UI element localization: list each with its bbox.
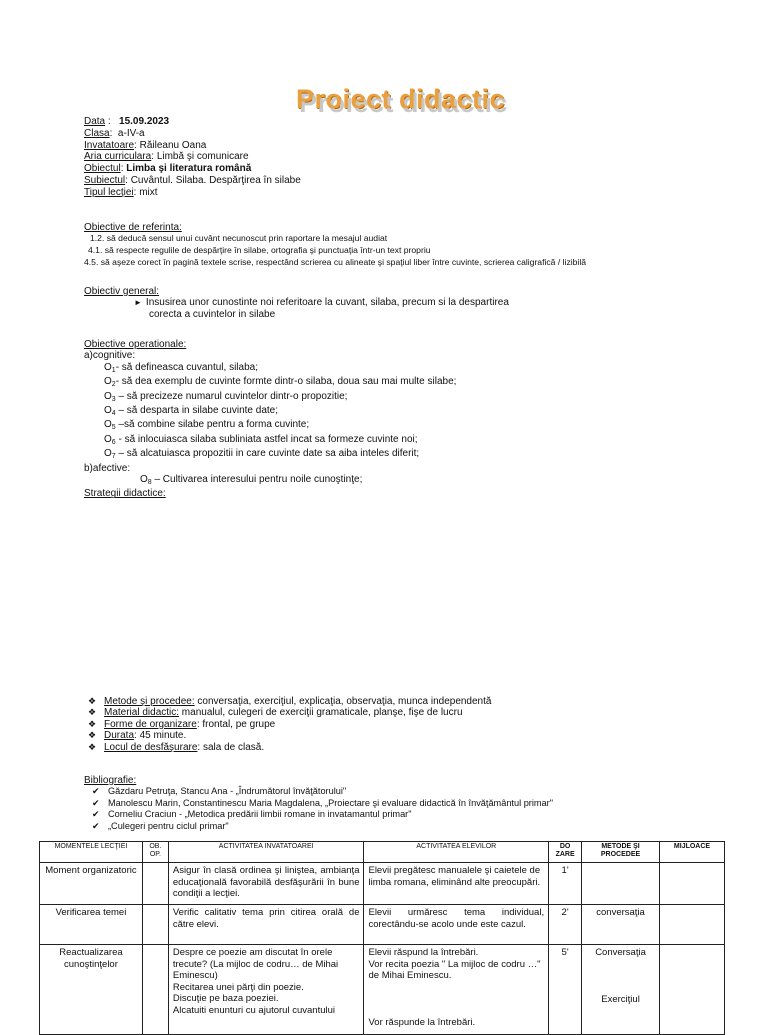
diamond-bullet-icon: ❖ — [88, 718, 97, 729]
meta-value: Cuvântul. Silaba. Despărţirea în silabe — [130, 174, 301, 186]
table-cell: Conversaţia Exerciţiul — [582, 945, 660, 1035]
page-title: Proiect didactic — [296, 84, 506, 114]
bibliografie — [84, 775, 553, 832]
column-header: MIJLOACE — [660, 842, 725, 863]
meta-value: mixt — [139, 186, 158, 198]
table-cell: Reactualizarea cunoştinţelor — [40, 945, 143, 1035]
meta-tipul-row: Tipul lecţiei: mixt — [84, 186, 158, 198]
afective-label: b)afective: — [84, 462, 131, 474]
table-cell: 2' — [549, 905, 582, 945]
section-heading: Obiectiv general: — [84, 286, 160, 297]
lesson-meta — [84, 116, 301, 199]
list-item: ❖ Locul de desfăşurare: sala de clasă. — [88, 741, 265, 753]
column-header: ACTIVITATEA ELEVILOR — [364, 842, 549, 863]
table-cell: 5' — [549, 945, 582, 1035]
table-cell — [660, 905, 725, 945]
cognitive-item: $O_1-$ să defineasca cuvantul, silaba; — [104, 361, 258, 374]
column-header: METODE ŞI PROCEDEE — [582, 842, 660, 863]
obiective-operationale — [84, 339, 456, 500]
table-cell: Elevii urmăresc tema individual, corectându-se acolo unde este cazul. — [364, 905, 549, 945]
column-header: ACTIVITATEA INVATATOAREI — [168, 842, 364, 863]
check-bullet-icon: ✔ — [92, 809, 100, 820]
list-item: ✔ Manolescu Marin, Constantinescu Maria Magdalena, „Proiectare şi evaluare didactică în învăţământul primar" — [92, 797, 553, 808]
referinta-item: 1.2. să deducă sensul unui cuvânt necunoscut prin raportare la mesajul audiat — [90, 233, 388, 244]
column-header: MOMENTELE LECŢIEI — [40, 842, 143, 863]
meta-clasa-row: Clasa: a-IV-a — [84, 127, 145, 139]
diamond-bullet-icon: ❖ — [88, 696, 97, 706]
list-item: ✔ Găzdaru Petruţa, Stancu Ana - „Îndrumătorul învăţătorului" — [92, 786, 347, 797]
list-item: ✔ „Culegeri pentru ciclul primar" — [92, 820, 229, 831]
meta-label: Aria curriculara — [84, 151, 152, 163]
cognitive-item: $O_2-$ să dea exemplu de cuvinte formte dintr-o silaba, doua sau mai multe silabe; — [104, 376, 457, 389]
table-cell: Moment organizatoric — [40, 863, 143, 905]
strategii-list — [88, 696, 491, 753]
meta-value: 15.09.2023 — [119, 116, 170, 127]
table-cell: Elevii răspund la întrebări. Vor recita poezia " La mijloc de codru …" de Mihai Eminescu. Vor răspunde la întrebări. — [364, 945, 549, 1035]
list-item: ❖ Forme de organizare: frontal, pe grupe — [88, 718, 276, 730]
meta-value: Limba şi literatura română — [126, 163, 252, 175]
cognitive-list — [84, 362, 456, 463]
referinta-item: 4.5. să aşeze corect în pagină textele scrise, respectând scrierea cu alineate şi spaţiul liber între cuvinte, scrierea caligrafică / lizibilă — [84, 256, 587, 267]
table-header-row — [40, 842, 725, 863]
table-cell — [660, 863, 725, 905]
meta-subiectul-row: Subiectul: Cuvântul. Silaba. Despărţirea în silabe — [84, 174, 301, 186]
table-cell: Verific calitativ tema prin citirea orală de către elevi. — [168, 905, 364, 945]
cognitive-item: $O_5$ –să combine silabe pentru a forma cuvinte; — [104, 419, 310, 432]
meta-value: Limbă şi comunicare — [156, 151, 249, 163]
meta-label: Subiectul — [84, 174, 126, 186]
obiectiv-general-text: corecta a cuvintelor in silabe — [149, 308, 276, 320]
cognitive-item: $O_3$ – să precizeze numarul cuvintelor dintr-o propozitie; — [104, 390, 348, 403]
obiectiv-general — [84, 286, 509, 320]
meta-obiectul-row: Obiectul: Limba şi literatura română — [84, 163, 252, 175]
obiective-referinta — [84, 222, 586, 268]
table-row — [40, 863, 725, 905]
meta-label: Clasa — [84, 127, 110, 139]
table-cell: conversaţia — [582, 905, 660, 945]
cognitive-item: $O_6$ - să inlocuiasca silaba subliniata astfel incat sa formeze cuvinte noi; — [104, 433, 418, 446]
column-header: OB. OP. — [142, 842, 168, 863]
diamond-bullet-icon: ❖ — [88, 707, 97, 718]
lesson-table — [39, 841, 725, 1035]
diamond-bullet-icon: ❖ — [88, 730, 97, 741]
meta-label: Invatatoare — [84, 139, 135, 151]
meta-data-row: Data : 15.09.2023 — [84, 116, 170, 127]
afective-item: $O_8$ – Cultivarea interesului pentru noile cunoştinţe; — [140, 474, 363, 487]
table-row — [40, 945, 725, 1035]
table-cell: Verificarea temei — [40, 905, 143, 945]
check-bullet-icon: ✔ — [92, 786, 100, 797]
triangle-bullet-icon: ► — [134, 298, 142, 308]
check-bullet-icon: ✔ — [92, 820, 100, 831]
cognitive-item: $O_7$ – să alcatuiasca propozitii in care cuvinte date sa aiba inteles diferit; — [104, 448, 420, 461]
list-item: ✔ Corneliu Craciun - „Metodica predării limbii romane in invatamantul primar" — [92, 809, 412, 820]
strategii-heading: Strategii didactice: — [84, 488, 166, 500]
meta-value: Răileanu Oana — [139, 139, 207, 151]
check-bullet-icon: ✔ — [92, 797, 100, 808]
table-cell — [142, 863, 168, 905]
meta-label: Tipul lecţiei — [84, 186, 134, 198]
list-item: ❖ Material didactic: manualul, culegeri de exerciţii gramaticale, planşe, fişe de lucru — [88, 707, 463, 719]
list-item: ❖ Metode şi procedee: conversaţia, exerciţiul, explicaţia, observaţia, munca independentă — [88, 696, 492, 707]
table-cell — [142, 945, 168, 1035]
meta-aria-row: Aria curriculara: Limbă şi comunicare — [84, 151, 249, 163]
cognitive-item: $O_4$ – să desparta in silabe cuvinte date; — [104, 405, 279, 418]
table-cell: Asigur în clasă ordinea şi liniştea, ambianţa educaţională favorabilă desfăşurării în bune condiţii a lecţiei. — [168, 863, 364, 905]
column-header: DO ZARE — [549, 842, 582, 863]
cognitive-label: a)cognitive: — [84, 350, 136, 362]
meta-invatatoare-row: Invatatoare: Răileanu Oana — [84, 139, 207, 151]
table-cell — [660, 945, 725, 1035]
meta-label: Data — [84, 116, 106, 127]
obiectiv-general-text: Insusirea unor cunostinte noi referitoare la cuvant, silaba, precum si la despartirea — [145, 297, 509, 309]
meta-label: Obiectul — [84, 163, 121, 175]
table-cell: 1' — [549, 863, 582, 905]
table-cell: Elevii pregătesc manualele şi caietele de limba romana, eliminând alte preocupări. — [364, 863, 549, 905]
referinta-item: 4.1. să respecte regulile de despărţire în silabe, ortografia şi punctuaţia într-un text propriu — [88, 245, 431, 255]
table-cell: Despre ce poezie am discutat în orele trecute? (La mijloc de codru… de Mihai Eminescu) Recitarea unei părţi din poezie. Discuţie pe baza poeziei. Alcatuiti enunturi cu ajutorul cuvantului — [168, 945, 364, 1035]
meta-value: a-IV-a — [117, 127, 145, 139]
table-cell — [142, 905, 168, 945]
table-cell — [582, 863, 660, 905]
section-heading: Obiective de referinta: — [84, 222, 182, 233]
section-heading: Bibliografie: — [84, 775, 137, 786]
list-item: ❖ Durata: 45 minute. — [88, 730, 187, 742]
diamond-bullet-icon: ❖ — [88, 741, 97, 752]
table-row — [40, 905, 725, 945]
section-heading: Obiective operationale: — [84, 339, 187, 350]
